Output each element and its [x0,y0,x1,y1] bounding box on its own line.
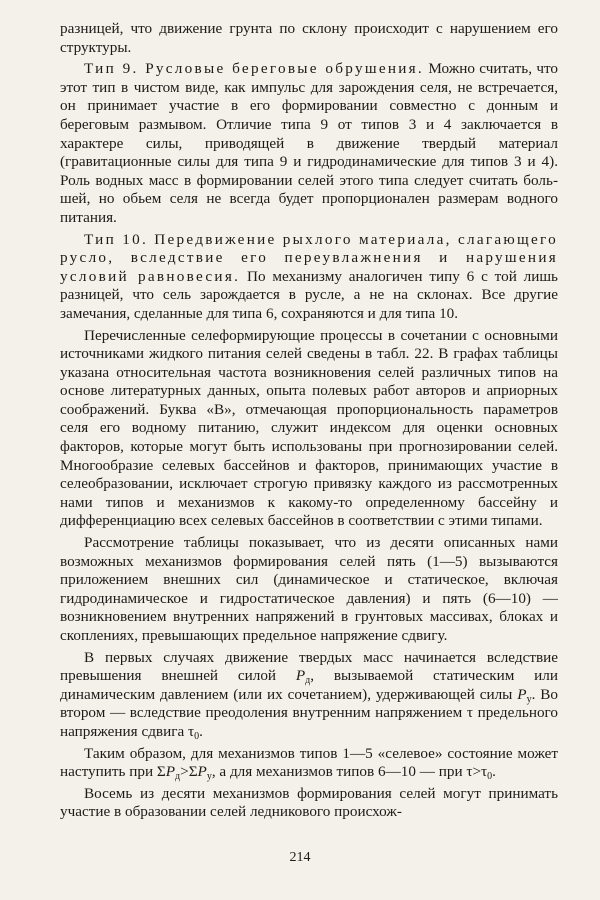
text-run: По механизму аналогичен типу 6 с той лишь разницей, что сель зарождается в русле, а не на склонах. Все другие замечания, сделанные для типа 6, сохраняются и для типа 10. [60,267,558,322]
text-run: , а для механизмов типов 6—10 — при τ>τ [211,763,488,781]
text-run: Перечисленные селеформирующие процессы в сочетании с основными источниками жидкого питания селей сведены в табл. 22. В графах таблицы указана относительная частота возникновения селей различных типов на основе литературных данных, опыта полевых работ авторов и априорных соображений. Буква «В», отмечающая пропорциональность параметров селя его водному питанию, служит индексом для оценки основных факторов, которые могут быть использованы при прогнозировании селей. Многообразие селевых бассейнов и факторов, принимающих участие в селеобразовании, исключает строгую привязку каждого из рассмотренных нами типов и механизмов к какому-то определенному бассейну и дифференциацию всех селевых бассейнов в соответствии с этими типами. [60,326,558,530]
math-symbol: P [517,685,527,703]
text-run: . [199,722,203,740]
subscript: у [526,693,532,705]
text-run: Таким образом, для механизмов типов 1—5 «селевое» состояние может наступить при Σ [60,744,558,781]
text-run: разницей, что движение грунта по склону происходит с нарушением его структуры. [60,20,558,56]
math-symbol: P [197,763,207,781]
page-number: 214 [289,850,311,865]
text-run: . [492,763,496,781]
paragraph [60,785,558,822]
paragraph [60,534,558,646]
text-run: . Во втором — вследствие преодоления внутренним напряжением τ предельного напряжения сдвига τ [60,685,558,740]
text-run: , вызываемой статическим или динамическим давлением (или их сочетанием), удерживающей силы [60,667,558,703]
paragraph [60,745,558,782]
paragraph [60,649,558,742]
type-heading: Тип 9. Русловые береговые обрушения. [84,60,425,78]
text-run: >Σ [180,763,198,781]
text-run: В первых случаях движение твердых масс начинается вследствие превышения внешней силой [60,648,558,685]
subscript: у [206,771,212,783]
text-run: Можно считать, что этот тип в чистом виде, как импульс для зарождения селя, не встречается, он принимает участие в его формировании совместно с донным и береговым размывом. Отличие типа 9 от типов 3 и 4 заключается в характере силы, приводящей в движение твердый материал (гравитационные силы для типа 9 и гидродинамические для типов 3 и 4). Роль водных масс в формировании селей этого типа следует считать большей, но обьем селя не всегда будет пропорционален размерам водного питания. [60,60,558,226]
body-text [60,20,558,822]
paragraph [60,20,558,57]
text-run: Восемь из десяти механизмов формирования селей могут принимать участие в образовании селей ледникового происхож- [60,784,558,821]
subscript: д [305,675,311,687]
math-symbol: P [295,667,306,685]
subscript: д [175,771,181,783]
paragraph [60,327,558,532]
paragraph [60,60,558,227]
text-run: Рассмотрение таблицы показывает, что из десяти описанных нами возможных механизмов формирования селей пять (1—5) вызываются приложением внешних сил (динамическое и статическое, включая гидродинамическое и гидростатическое давления) и пять (6—10) — возникновением внутренних напряжений в грунтовых массивах, блоках и скоплениях, превышающих предельное напряжение сдвигу. [60,534,558,644]
subscript: 0 [487,771,493,783]
paragraph [60,231,558,324]
math-symbol: P [165,763,176,781]
type-heading: Тип 10. Передвижение рыхлого материала, слагающего русло, вследствие его переувлажнения и нарушения условий равновесия. [60,230,558,285]
subscript: 0 [194,730,200,742]
